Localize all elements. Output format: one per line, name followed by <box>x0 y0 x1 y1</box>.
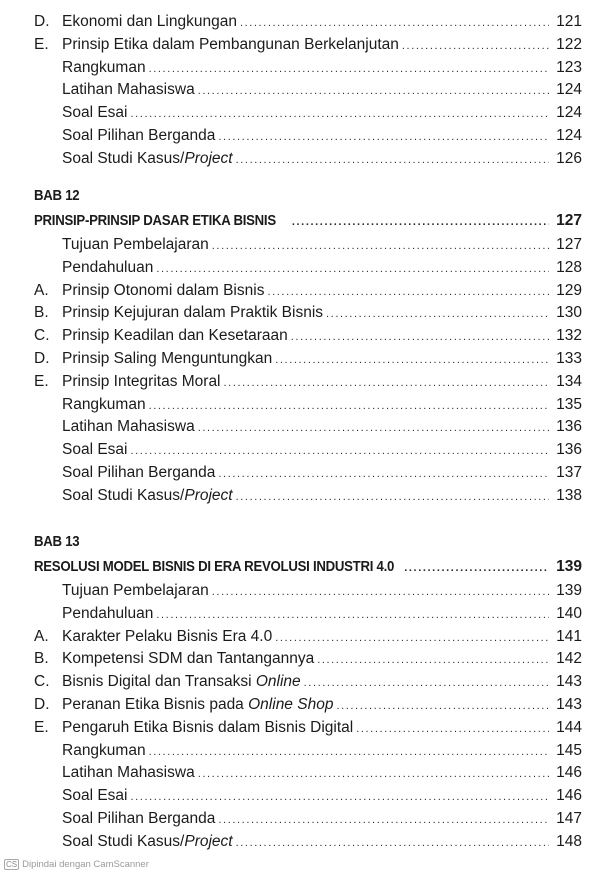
entry-page: 129 <box>556 281 582 299</box>
entry-page: 142 <box>556 650 582 668</box>
leader-dots <box>240 12 549 35</box>
leader-dots <box>292 209 549 235</box>
leader-dots <box>218 463 549 486</box>
toc-entry[interactable] <box>34 148 582 171</box>
entry-page: 135 <box>556 395 582 413</box>
entry-label <box>62 808 215 831</box>
entry-label-text: Soal Studi Kasus/ <box>62 486 185 504</box>
leader-dots <box>156 258 549 281</box>
entry-label-text: Prinsip Saling Menguntungkan <box>62 349 273 367</box>
entry-label-text: Kompetensi SDM dan Tantangannya <box>62 650 315 668</box>
toc-entry[interactable] <box>34 785 582 808</box>
toc-entry[interactable] <box>34 416 582 439</box>
chapter-13 <box>34 530 582 854</box>
entry-label-italic: Online <box>255 673 301 691</box>
toc-entry[interactable] <box>34 348 582 371</box>
entry-label <box>62 280 264 303</box>
entry-label <box>62 626 272 649</box>
entry-label <box>62 785 127 808</box>
entry-label <box>62 79 195 102</box>
entry-label-text: Soal Pilihan Berganda <box>62 463 216 481</box>
entry-page: 130 <box>556 304 582 322</box>
entry-label-text: Rangkuman <box>62 741 146 759</box>
entry-page: 128 <box>556 258 582 276</box>
entry-label-italic: Project <box>184 486 233 504</box>
entry-page: 137 <box>556 463 582 481</box>
entry-label-text: Soal Studi Kasus/ <box>62 149 185 167</box>
entry-letter: E. <box>34 35 49 53</box>
entry-label-text: Soal Esai <box>62 441 128 459</box>
entry-label-text: Soal Pilihan Berganda <box>62 126 216 144</box>
toc-entry[interactable] <box>34 648 582 671</box>
toc-entry[interactable] <box>34 808 582 831</box>
entry-label-text: Prinsip Keadilan dan Kesetaraan <box>62 327 288 345</box>
entry-label <box>62 740 146 763</box>
entry-label-text: Karakter Pelaku Bisnis Era 4.0 <box>62 627 273 645</box>
entry-label <box>62 717 353 740</box>
toc-entry[interactable] <box>34 325 582 348</box>
entry-page: 134 <box>556 372 582 390</box>
entry-label-text: Prinsip Otonomi dalam Bisnis <box>62 281 265 299</box>
entry-letter: A. <box>34 627 49 645</box>
entry-label-text: Tujuan Pembelajaran <box>62 236 209 253</box>
toc-entry[interactable] <box>34 485 582 508</box>
leader-dots <box>130 440 549 463</box>
leader-dots <box>404 555 549 581</box>
toc-entry[interactable] <box>34 717 582 740</box>
entry-page: 148 <box>556 832 582 850</box>
leader-dots <box>291 326 549 349</box>
toc-entry[interactable] <box>34 79 582 102</box>
entry-page: 140 <box>556 604 582 622</box>
entry-page: 126 <box>556 149 582 167</box>
entry-letter: E. <box>34 718 49 736</box>
toc-section-continued <box>34 11 582 171</box>
leader-dots <box>326 303 549 326</box>
entry-letter: C. <box>34 327 50 345</box>
entry-letter: B. <box>34 304 49 322</box>
leader-dots <box>218 126 549 149</box>
chapter-title: PRINSIP-PRINSIP DASAR ETIKA BISNIS <box>34 212 276 229</box>
entry-label-italic: Project <box>184 149 233 167</box>
toc-entry[interactable] <box>34 302 582 325</box>
entry-label <box>62 671 301 694</box>
entry-label <box>62 394 146 417</box>
entry-page: 146 <box>556 787 582 805</box>
toc-entry[interactable] <box>34 740 582 763</box>
leader-dots <box>317 649 549 672</box>
entry-letter: D. <box>34 695 50 713</box>
chapter-title-row[interactable] <box>34 208 582 234</box>
entry-page: 121 <box>556 13 582 30</box>
entry-page: 143 <box>556 695 582 713</box>
leader-dots <box>130 786 549 809</box>
entry-letter: A. <box>34 281 49 299</box>
toc-entry[interactable] <box>34 125 582 148</box>
entry-label <box>62 485 233 508</box>
toc-entry[interactable] <box>34 603 582 626</box>
entry-page: 138 <box>556 486 582 504</box>
entry-letter: E. <box>34 372 49 390</box>
toc-entry[interactable] <box>34 371 582 394</box>
entry-label-text: Soal Studi Kasus/ <box>62 832 185 850</box>
entry-label-text: Ekonomi dan Lingkungan <box>62 13 237 30</box>
scanner-watermark <box>4 859 149 870</box>
chapter-12-entries <box>34 234 582 508</box>
toc-entry[interactable] <box>34 57 582 80</box>
chapter-12 <box>34 184 582 508</box>
leader-dots <box>198 763 549 786</box>
toc-entry[interactable] <box>34 580 582 603</box>
entry-label-text: Pengaruh Etika Bisnis dalam Bisnis Digital <box>62 718 354 736</box>
entry-label <box>62 348 272 371</box>
entry-label <box>62 148 233 171</box>
entry-page: 143 <box>556 673 582 691</box>
entry-label <box>62 57 146 80</box>
toc-entry[interactable] <box>34 34 582 57</box>
leader-dots <box>198 80 549 103</box>
entry-page: 139 <box>556 582 582 599</box>
chapter-number: BAB 13 <box>34 533 80 550</box>
entry-letter: C. <box>34 673 50 691</box>
toc-entry[interactable] <box>34 462 582 485</box>
entry-page: 147 <box>556 809 582 827</box>
entry-page: 124 <box>556 81 582 99</box>
entry-label-text: Latihan Mahasiswa <box>62 764 195 782</box>
entry-label <box>62 416 195 439</box>
toc-entry[interactable] <box>34 102 582 125</box>
toc-entry[interactable] <box>34 11 582 34</box>
leader-dots <box>149 395 549 418</box>
watermark-text: Dipindai dengan CamScanner <box>22 859 149 870</box>
leader-dots <box>218 809 549 832</box>
entry-label-text: Latihan Mahasiswa <box>62 418 195 436</box>
entry-letter: B. <box>34 650 49 668</box>
entry-page: 132 <box>556 327 582 345</box>
entry-label <box>62 603 153 626</box>
leader-dots <box>236 149 549 172</box>
entry-page: 144 <box>556 718 582 736</box>
entry-label <box>62 371 221 394</box>
entry-label-text: Soal Esai <box>62 104 128 122</box>
toc-entry[interactable] <box>34 280 582 303</box>
entry-label <box>62 234 209 257</box>
leader-dots <box>275 627 549 650</box>
entry-label <box>62 125 215 148</box>
chapter-13-entries <box>34 580 582 854</box>
entry-label <box>62 831 233 854</box>
entry-page: 146 <box>556 764 582 782</box>
leader-dots <box>149 741 549 764</box>
entry-page: 145 <box>556 741 582 759</box>
entry-label-text: Rangkuman <box>62 58 146 76</box>
leader-dots <box>198 417 549 440</box>
entry-page: 124 <box>556 104 582 122</box>
entry-label-text: Pendahuluan <box>62 604 154 622</box>
camscanner-logo-icon: CS <box>6 860 18 869</box>
entry-letter: D. <box>34 349 50 367</box>
entry-label <box>62 762 195 785</box>
entry-label-text: Soal Pilihan Berganda <box>62 809 216 827</box>
toc-entry[interactable] <box>34 439 582 462</box>
entry-letter: D. <box>34 13 50 30</box>
entry-label-text: Tujuan Pembelajaran <box>62 582 209 599</box>
chapter-number: BAB 12 <box>34 187 80 204</box>
entry-label <box>62 439 127 462</box>
entry-label-text: Soal Esai <box>62 787 128 805</box>
entry-page: 133 <box>556 349 582 367</box>
toc-entry[interactable] <box>34 694 582 717</box>
leader-dots <box>212 235 549 258</box>
entry-label-text: Peranan Etika Bisnis pada <box>62 695 249 713</box>
leader-dots <box>267 281 549 304</box>
leader-dots <box>236 486 549 509</box>
entry-label <box>62 648 314 671</box>
entry-page: 122 <box>556 35 582 53</box>
toc-entry[interactable] <box>34 831 582 854</box>
chapter-page: 139 <box>556 558 582 575</box>
entry-label <box>62 694 333 717</box>
entry-label-text: Rangkuman <box>62 395 146 413</box>
toc-entry[interactable] <box>34 762 582 785</box>
leader-dots <box>130 103 549 126</box>
leader-dots <box>212 581 549 604</box>
entry-page: 141 <box>556 627 582 645</box>
entry-page: 123 <box>556 58 582 76</box>
chapter-title: RESOLUSI MODEL BISNIS DI ERA REVOLUSI INDUSTRI 4.0 <box>34 558 395 575</box>
chapter-title-row[interactable] <box>34 554 582 580</box>
entry-page: 124 <box>556 126 582 144</box>
entry-page: 136 <box>556 441 582 459</box>
toc-entry[interactable] <box>34 671 582 694</box>
entry-label <box>62 34 399 57</box>
entry-label <box>62 11 237 34</box>
entry-label <box>62 102 127 125</box>
entry-page: 127 <box>556 236 582 253</box>
entry-label-text: Bisnis Digital dan Transaksi <box>62 673 256 691</box>
entry-label-text: Prinsip Etika dalam Pembangunan Berkelanjutan <box>62 35 399 53</box>
leader-dots <box>236 832 549 855</box>
entry-label-text: Prinsip Kejujuran dalam Praktik Bisnis <box>62 304 324 322</box>
leader-dots <box>224 372 549 395</box>
entry-label <box>62 462 215 485</box>
leader-dots <box>156 604 549 627</box>
leader-dots <box>402 35 549 58</box>
leader-dots <box>336 695 549 718</box>
entry-label-italic: Project <box>184 832 233 850</box>
chapter-page: 127 <box>556 212 582 229</box>
entry-label-italic: Online Shop <box>248 695 334 713</box>
leader-dots <box>149 58 549 81</box>
entry-label <box>62 302 323 325</box>
entry-label <box>62 257 153 280</box>
toc-entry[interactable] <box>34 234 582 257</box>
toc-entry[interactable] <box>34 394 582 417</box>
leader-dots <box>304 672 549 695</box>
entry-page: 136 <box>556 418 582 436</box>
entry-label <box>62 325 288 348</box>
entry-label-text: Prinsip Integritas Moral <box>62 372 221 390</box>
leader-dots <box>275 349 549 372</box>
entry-label-text: Pendahuluan <box>62 258 154 276</box>
leader-dots <box>356 718 549 741</box>
entry-label-text: Latihan Mahasiswa <box>62 81 195 99</box>
toc-entry[interactable] <box>34 626 582 649</box>
entry-label <box>62 580 209 603</box>
toc-entry[interactable] <box>34 257 582 280</box>
